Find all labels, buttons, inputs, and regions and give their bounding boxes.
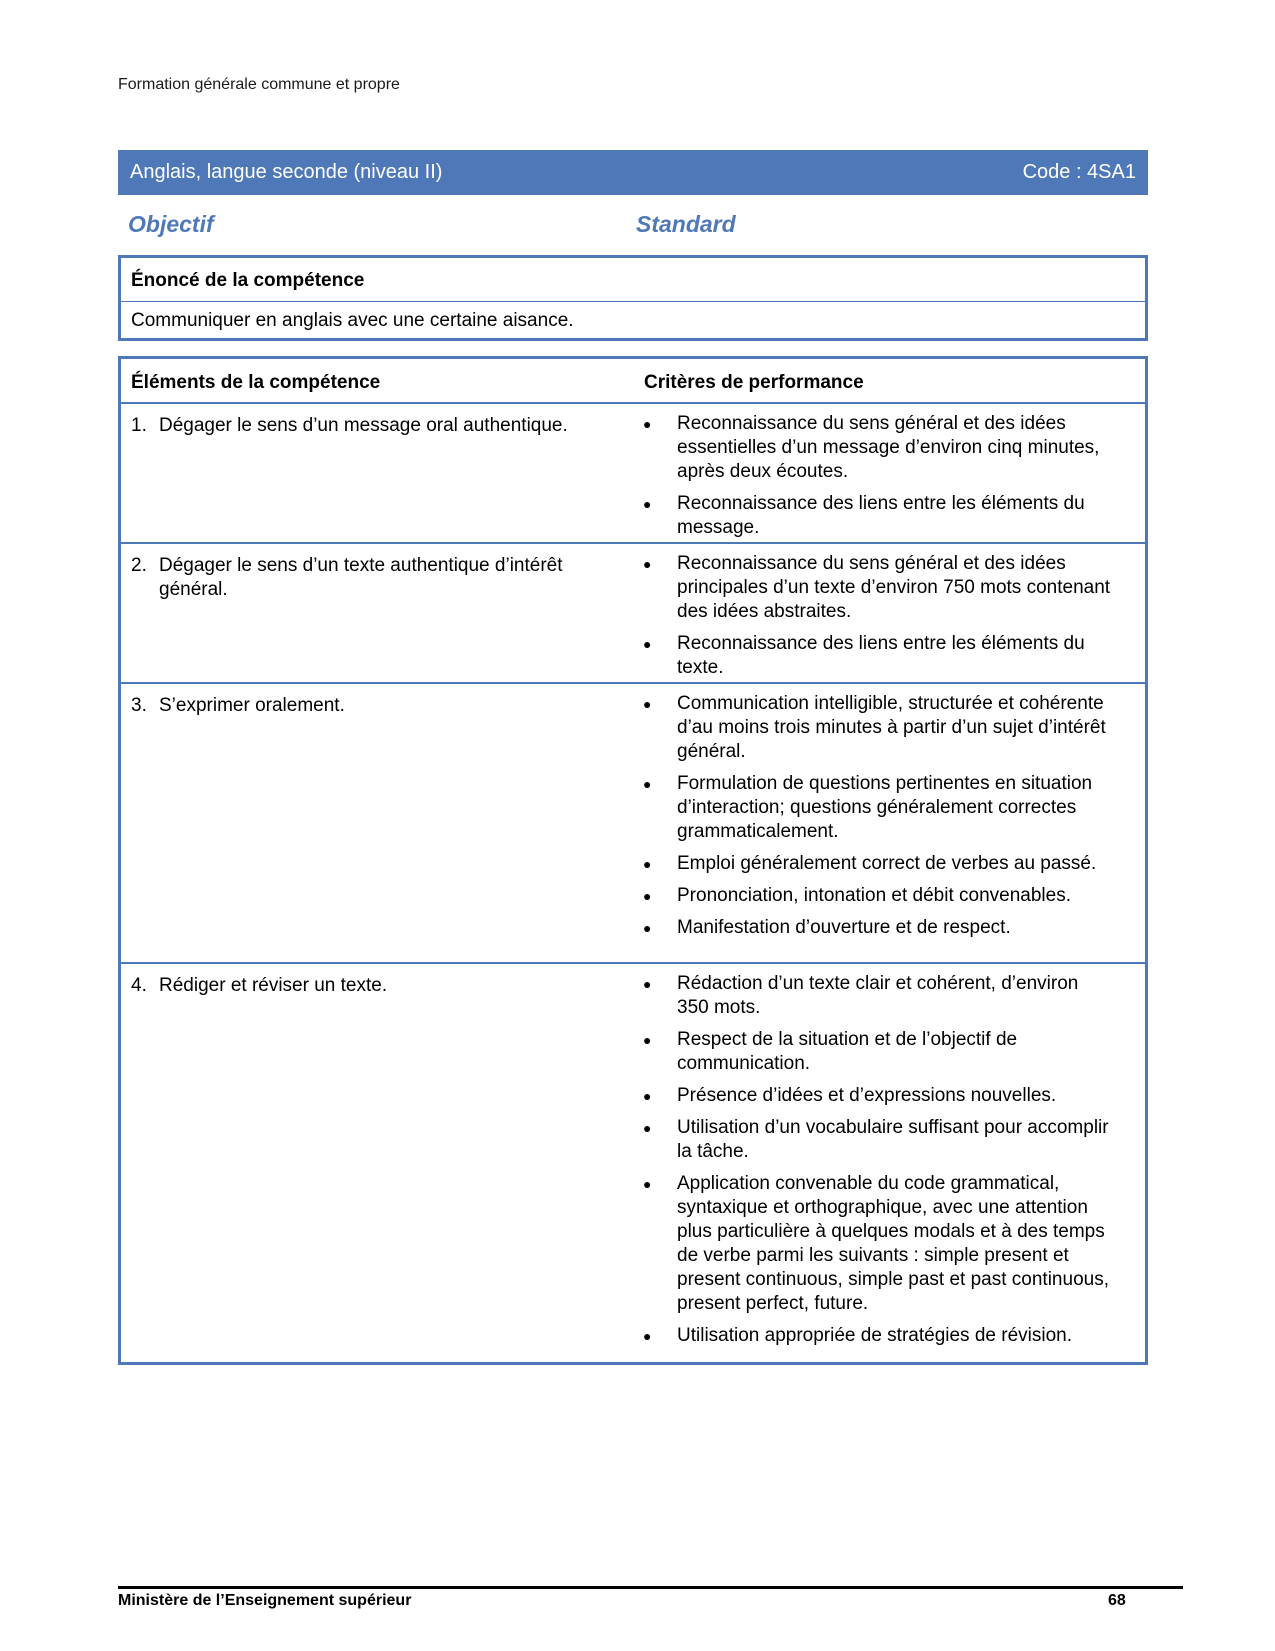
criterion-text: Présence d’idées et d’expressions nouvelles. <box>677 1085 1057 1106</box>
criterion-text: Utilisation d’un vocabulaire suffisant pour accomplir la tâche. <box>677 1117 1109 1162</box>
standard-label: Standard <box>636 211 736 237</box>
criterion-text: Reconnaissance du sens général et des idées essentielles d’un message d’environ cinq minutes, après deux écoutes. <box>677 413 1100 482</box>
bullet-icon: ● <box>643 556 652 572</box>
criterion-text: Formulation de questions pertinentes en situation d’interaction; questions généralement correctes grammaticalement. <box>677 773 1093 842</box>
criterion-item <box>641 884 1111 908</box>
criterion-text: Reconnaissance des liens entre les éléments du message. <box>677 493 1085 538</box>
criterion-text: Prononciation, intonation et débit convenables. <box>677 885 1071 906</box>
bullet-icon: ● <box>643 1120 652 1136</box>
element-text: Rédiger et réviser un texte. <box>159 975 388 996</box>
course-title: Anglais, langue seconde (niveau II) <box>130 161 443 183</box>
criterion-item <box>641 852 1111 876</box>
bullet-icon: ● <box>643 1088 652 1104</box>
table-header <box>121 359 1145 404</box>
element-cell <box>131 554 611 602</box>
criterion-text: Utilisation appropriée de stratégies de révision. <box>677 1325 1072 1346</box>
criterion-item <box>641 772 1111 844</box>
element-number: 4. <box>131 975 147 996</box>
course-title-bar <box>118 150 1148 195</box>
element-cell <box>131 694 611 718</box>
footer-rule <box>118 1586 1183 1589</box>
criterion-item <box>641 972 1111 1020</box>
footer-ministry: Ministère de l’Enseignement supérieur <box>118 1592 412 1609</box>
criteria-list <box>641 972 1111 1356</box>
criterion-item <box>641 632 1111 680</box>
course-code: Code : 4SA1 <box>1022 161 1136 183</box>
element-cell <box>131 974 611 998</box>
criterion-text: Emploi généralement correct de verbes au passé. <box>677 853 1097 874</box>
table-row <box>121 964 1145 1360</box>
criterion-item <box>641 1172 1111 1316</box>
criterion-item <box>641 692 1111 764</box>
objective-label: Objectif <box>128 211 214 237</box>
element-number: 2. <box>131 555 147 576</box>
criterion-item <box>641 1324 1111 1348</box>
bullet-icon: ● <box>643 1032 652 1048</box>
running-header: Formation générale commune et propre <box>118 76 400 93</box>
table-row <box>121 404 1145 544</box>
criterion-item <box>641 1116 1111 1164</box>
page-number: 68 <box>1108 1592 1126 1609</box>
bullet-icon: ● <box>643 416 652 432</box>
criteria-list <box>641 412 1111 548</box>
element-text: S’exprimer oralement. <box>159 695 345 716</box>
bullet-icon: ● <box>643 1328 652 1344</box>
element-number: 1. <box>131 415 147 436</box>
element-text: Dégager le sens d’un message oral authentique. <box>159 415 568 436</box>
competency-statement-heading: Énoncé de la compétence <box>121 258 1145 302</box>
criterion-text: Manifestation d’ouverture et de respect. <box>677 917 1011 938</box>
bullet-icon: ● <box>643 776 652 792</box>
competency-statement-box <box>118 255 1148 341</box>
bullet-icon: ● <box>643 636 652 652</box>
bullet-icon: ● <box>643 888 652 904</box>
criterion-text: Reconnaissance des liens entre les éléments du texte. <box>677 633 1085 678</box>
element-cell <box>131 414 611 438</box>
criterion-text: Application convenable du code grammatical, syntaxique et orthographique, avec une attention plus particulière à quelques modals et à des temps de verbe parmi les suivants : simple present et present continuous, simple past et past continuous, present perfect, future. <box>677 1173 1109 1314</box>
col-header-elements: Éléments de la compétence <box>131 372 381 393</box>
bullet-icon: ● <box>643 976 652 992</box>
criterion-text: Reconnaissance du sens général et des idées principales d’un texte d’environ 750 mots contenant des idées abstraites. <box>677 553 1111 622</box>
criterion-text: Respect de la situation et de l’objectif de communication. <box>677 1029 1018 1074</box>
criteria-list <box>641 552 1111 688</box>
criterion-item <box>641 412 1111 484</box>
criterion-item <box>641 1028 1111 1076</box>
table-row <box>121 684 1145 964</box>
col-header-criteria: Critères de performance <box>644 372 864 393</box>
criterion-item <box>641 492 1111 540</box>
bullet-icon: ● <box>643 496 652 512</box>
table-row <box>121 544 1145 684</box>
criterion-item <box>641 552 1111 624</box>
criteria-list <box>641 692 1111 948</box>
competency-statement-text: Communiquer en anglais avec une certaine aisance. <box>131 310 574 331</box>
bullet-icon: ● <box>643 920 652 936</box>
bullet-icon: ● <box>643 696 652 712</box>
competency-table <box>118 356 1148 1365</box>
criterion-item <box>641 1084 1111 1108</box>
element-number: 3. <box>131 695 147 716</box>
bullet-icon: ● <box>643 856 652 872</box>
criterion-text: Rédaction d’un texte clair et cohérent, d’environ 350 mots. <box>677 973 1079 1018</box>
criterion-item <box>641 916 1111 940</box>
element-text: Dégager le sens d’un texte authentique d’intérêt général. <box>159 555 563 600</box>
bullet-icon: ● <box>643 1176 652 1192</box>
criterion-text: Communication intelligible, structurée et cohérente d’au moins trois minutes à partir d’un sujet d’intérêt général. <box>677 693 1106 762</box>
